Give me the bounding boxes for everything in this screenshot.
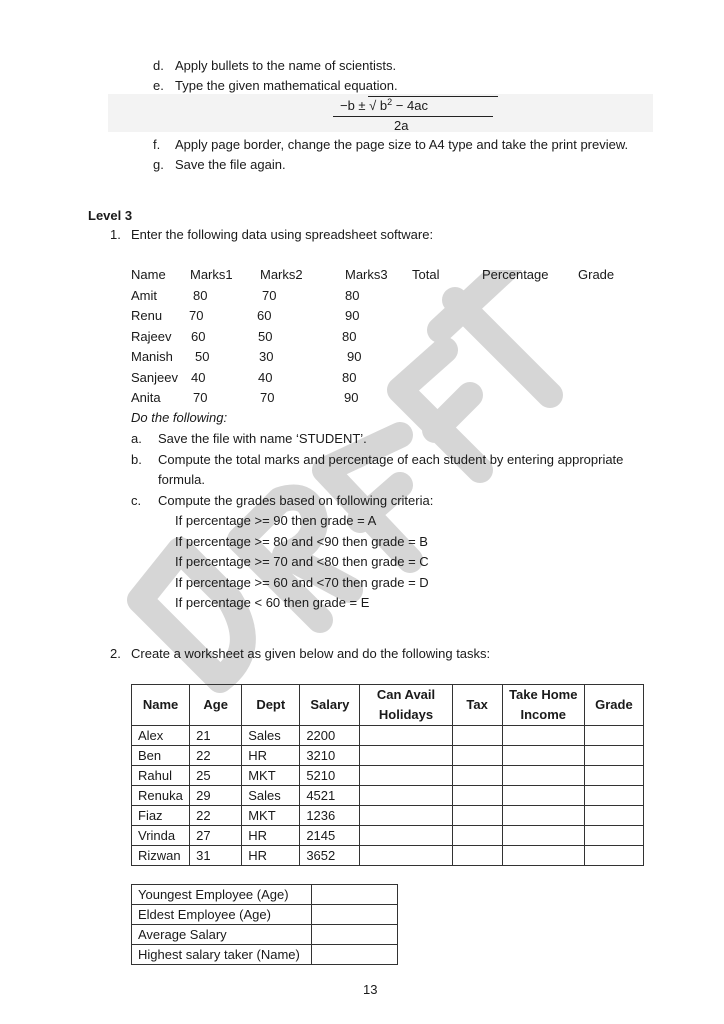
student-cell: 70 xyxy=(260,390,275,405)
question-number: 2. xyxy=(110,646,121,661)
item-text: Apply bullets to the name of scientists. xyxy=(175,58,397,73)
table-cell xyxy=(584,806,643,826)
table-cell: 31 xyxy=(190,846,242,866)
task-marker: a. xyxy=(131,431,142,446)
table-row xyxy=(132,846,644,866)
do-following-label: Do the following: xyxy=(131,410,228,425)
item-text: Type the given mathematical equation. xyxy=(175,78,398,93)
criteria-line: If percentage >= 90 then grade = A xyxy=(175,513,377,528)
student-cell: Anita xyxy=(131,390,161,405)
table-cell: 22 xyxy=(190,746,242,766)
table-row xyxy=(132,786,644,806)
student-cell: 80 xyxy=(342,369,357,385)
level-heading: Level 3 xyxy=(88,208,133,223)
criteria-line: If percentage >= 60 and <70 then grade = D xyxy=(175,574,429,590)
table-cell xyxy=(502,726,584,746)
column-header: Marks2 xyxy=(260,267,303,282)
student-cell: 90 xyxy=(347,349,362,365)
column-header: Dept xyxy=(242,685,300,726)
table-cell: 1236 xyxy=(300,806,360,826)
item-marker: f. xyxy=(153,137,161,152)
table-row xyxy=(132,806,644,826)
numerator-tail: − 4ac xyxy=(392,98,428,113)
table-cell: Ben xyxy=(132,746,190,766)
table-cell xyxy=(360,806,452,826)
table-cell: 2145 xyxy=(300,826,360,846)
table-cell: 4521 xyxy=(300,786,360,806)
table-cell: 3652 xyxy=(300,846,360,866)
summary-value xyxy=(312,885,398,905)
criteria-line: If percentage >= 70 and <80 then grade = C xyxy=(175,554,429,569)
question-text: Enter the following data using spreadsheet software: xyxy=(131,227,434,242)
student-cell: 70 xyxy=(262,288,277,303)
table-cell xyxy=(452,806,502,826)
task-marker: b. xyxy=(131,451,142,467)
table-cell xyxy=(502,786,584,806)
table-cell xyxy=(452,846,502,866)
table-cell: Alex xyxy=(132,726,190,746)
table-cell: MKT xyxy=(242,806,300,826)
table-cell: 5210 xyxy=(300,766,360,786)
task-text: Compute the total marks and percentage of each student by entering appropriate xyxy=(158,451,624,467)
criteria-line: If percentage < 60 then grade = E xyxy=(175,595,370,610)
table-cell xyxy=(360,726,452,746)
column-header: Name xyxy=(131,267,166,282)
table-cell xyxy=(360,766,452,786)
table-cell xyxy=(584,846,643,866)
student-cell: 90 xyxy=(345,308,360,324)
table-cell xyxy=(360,786,452,806)
fraction-bar xyxy=(333,116,493,117)
task-text: Save the file with name ‘STUDENT’. xyxy=(158,431,367,446)
student-cell: 80 xyxy=(342,328,357,344)
summary-value xyxy=(312,905,398,925)
summary-row xyxy=(132,905,398,925)
table-cell: 21 xyxy=(190,726,242,746)
question-number: 1. xyxy=(110,227,121,242)
summary-value xyxy=(312,925,398,945)
student-cell: Manish xyxy=(131,349,173,365)
table-row xyxy=(132,726,644,746)
table-header-row xyxy=(132,685,644,726)
table-cell: MKT xyxy=(242,766,300,786)
table-cell xyxy=(502,846,584,866)
column-header: Total xyxy=(412,267,440,282)
numerator-base: −b ± √ b xyxy=(340,98,388,113)
criteria-line: If percentage >= 80 and <90 then grade = B xyxy=(175,533,428,549)
table-cell: 25 xyxy=(190,766,242,786)
student-cell: Amit xyxy=(131,288,157,303)
column-header: Grade xyxy=(578,267,615,282)
student-cell: Rajeev xyxy=(131,328,172,344)
table-cell: 22 xyxy=(190,806,242,826)
table-cell: Rizwan xyxy=(132,846,190,866)
item-marker: e. xyxy=(153,78,164,93)
table-cell: Fiaz xyxy=(132,806,190,826)
question-text: Create a worksheet as given below and do the following tasks: xyxy=(131,646,491,661)
column-header: Name xyxy=(132,685,190,726)
table-cell: Sales xyxy=(242,786,300,806)
table-cell xyxy=(584,826,643,846)
student-cell: 90 xyxy=(344,390,359,405)
table-cell: HR xyxy=(242,846,300,866)
column-header: Age xyxy=(190,685,242,726)
student-cell: Sanjeev xyxy=(131,369,178,385)
table-cell xyxy=(360,846,452,866)
table-cell: 3210 xyxy=(300,746,360,766)
equation-denominator: 2a xyxy=(394,118,409,133)
table-cell xyxy=(452,766,502,786)
column-header: Percentage xyxy=(482,267,549,282)
summary-label: Youngest Employee (Age) xyxy=(132,885,312,905)
table-cell: Rahul xyxy=(132,766,190,786)
table-cell: Renuka xyxy=(132,786,190,806)
table-cell xyxy=(452,726,502,746)
task-text: Compute the grades based on following criteria: xyxy=(158,492,434,508)
table-cell: 27 xyxy=(190,826,242,846)
summary-label: Eldest Employee (Age) xyxy=(132,905,312,925)
table-cell: 2200 xyxy=(300,726,360,746)
summary-table xyxy=(131,884,398,965)
task-marker: c. xyxy=(131,492,142,508)
employee-table xyxy=(131,684,644,866)
student-cell: 80 xyxy=(193,288,208,303)
student-cell: 40 xyxy=(191,369,206,385)
column-header: Grade xyxy=(584,685,643,726)
table-row xyxy=(132,766,644,786)
table-cell: 29 xyxy=(190,786,242,806)
column-header: Take Home Income xyxy=(502,685,584,726)
table-cell xyxy=(584,786,643,806)
column-header: Can Avail Holidays xyxy=(360,685,452,726)
table-cell xyxy=(452,746,502,766)
table-cell xyxy=(502,806,584,826)
table-cell xyxy=(584,726,643,746)
table-cell xyxy=(452,826,502,846)
column-header: Marks3 xyxy=(345,267,388,282)
student-cell: 30 xyxy=(259,349,274,365)
item-text: Save the file again. xyxy=(175,157,286,172)
student-cell: 60 xyxy=(191,328,206,344)
column-header: Tax xyxy=(452,685,502,726)
item-marker: g. xyxy=(153,157,164,172)
student-cell: 40 xyxy=(258,369,273,385)
task-text: formula. xyxy=(158,472,205,487)
student-cell: 80 xyxy=(345,288,360,303)
table-cell xyxy=(452,786,502,806)
table-cell xyxy=(502,746,584,766)
table-cell xyxy=(502,826,584,846)
column-header: Marks1 xyxy=(190,267,233,282)
student-cell: 60 xyxy=(257,308,272,324)
summary-row xyxy=(132,925,398,945)
table-cell: Vrinda xyxy=(132,826,190,846)
table-cell xyxy=(584,766,643,786)
table-row xyxy=(132,746,644,766)
student-cell: Renu xyxy=(131,308,163,324)
table-cell: HR xyxy=(242,826,300,846)
item-text: Apply page border, change the page size to A4 type and take the print preview. xyxy=(175,137,629,152)
table-cell: HR xyxy=(242,746,300,766)
summary-value xyxy=(312,945,398,965)
item-marker: d. xyxy=(153,58,164,73)
list-item xyxy=(153,58,164,73)
summary-row xyxy=(132,885,398,905)
column-header: Salary xyxy=(300,685,360,726)
summary-label: Highest salary taker (Name) xyxy=(132,945,312,965)
student-cell: 70 xyxy=(193,390,208,405)
table-cell xyxy=(502,766,584,786)
summary-row xyxy=(132,945,398,965)
numerator-exponent: 2 xyxy=(387,97,393,107)
summary-label: Average Salary xyxy=(132,925,312,945)
table-cell: Sales xyxy=(242,726,300,746)
table-cell xyxy=(360,746,452,766)
equation-numerator xyxy=(340,98,428,113)
table-row xyxy=(132,826,644,846)
student-cell: 50 xyxy=(195,349,210,365)
table-cell xyxy=(360,826,452,846)
table-cell xyxy=(584,746,643,766)
student-cell: 50 xyxy=(258,328,273,344)
student-cell: 70 xyxy=(189,308,204,324)
page-number: 13 xyxy=(363,982,378,997)
